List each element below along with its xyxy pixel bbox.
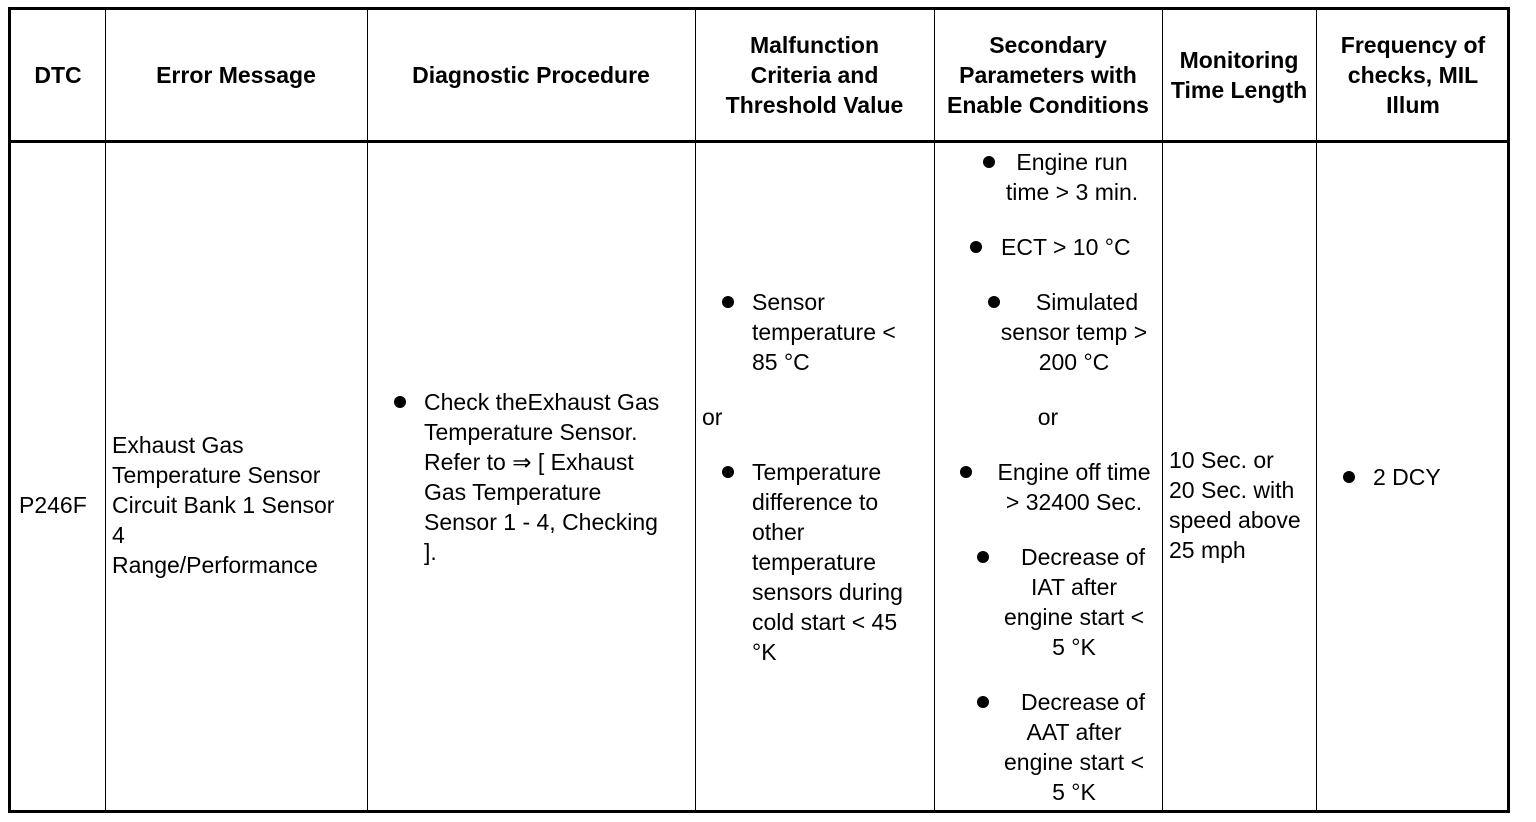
header-malfunction: Malfunction Criteria and Threshold Value [725, 32, 904, 118]
secondary-item-1: Engine run time > 3 min. [1005, 149, 1139, 205]
malfunction-item-1: Sensor temperature < 85 °C [752, 289, 896, 375]
header-monitoring: Monitoring Time Length [1170, 47, 1308, 103]
bullet-icon [970, 241, 982, 253]
bullet-icon [722, 296, 734, 308]
dtc-table [8, 7, 1510, 813]
header-secondary: Secondary Parameters with Enable Conditions [947, 32, 1149, 118]
bullet-icon [977, 551, 989, 563]
header-divider [11, 140, 1507, 143]
secondary-item-2: ECT > 10 °C [1001, 234, 1131, 260]
bullet-icon [983, 156, 995, 168]
malfunction-item-2: Temperature difference to other temperature sensors during cold start < 45 °K [752, 459, 903, 665]
header-diagnostic-procedure: Diagnostic Procedure [412, 62, 650, 88]
bullet-icon [394, 396, 406, 408]
bullet-icon [977, 696, 989, 708]
header-dtc: DTC [34, 62, 82, 88]
diagnostic-procedure: Check theExhaust Gas Temperature Sensor. Refer to ⇒ [ Exhaust Gas Temperature Sensor 1 - 4, Checking ]. [424, 389, 660, 565]
malfunction-or: or [702, 404, 723, 430]
header-frequency: Frequency of checks, MIL Illum [1340, 32, 1486, 118]
secondary-item-3: Simulated sensor temp > 200 °C [1000, 289, 1148, 375]
secondary-item-5: Decrease of IAT after engine start < 5 °K [1003, 544, 1145, 660]
bullet-icon [1343, 471, 1355, 483]
header-error-message: Error Message [156, 62, 316, 88]
error-message: Exhaust Gas Temperature Sensor Circuit Bank 1 Sensor 4 Range/Performance [112, 432, 335, 578]
bullet-icon [960, 466, 972, 478]
frequency-value: 2 DCY [1373, 464, 1441, 490]
secondary-item-4: Engine off time > 32400 Sec. [997, 459, 1151, 515]
dtc-code: P246F [19, 492, 87, 518]
secondary-item-6: Decrease of AAT after engine start < 5 °K [1003, 689, 1145, 805]
monitoring-time: 10 Sec. or 20 Sec. with speed above 25 mph [1169, 447, 1301, 563]
bullet-icon [722, 466, 734, 478]
secondary-or: or [1037, 404, 1059, 430]
